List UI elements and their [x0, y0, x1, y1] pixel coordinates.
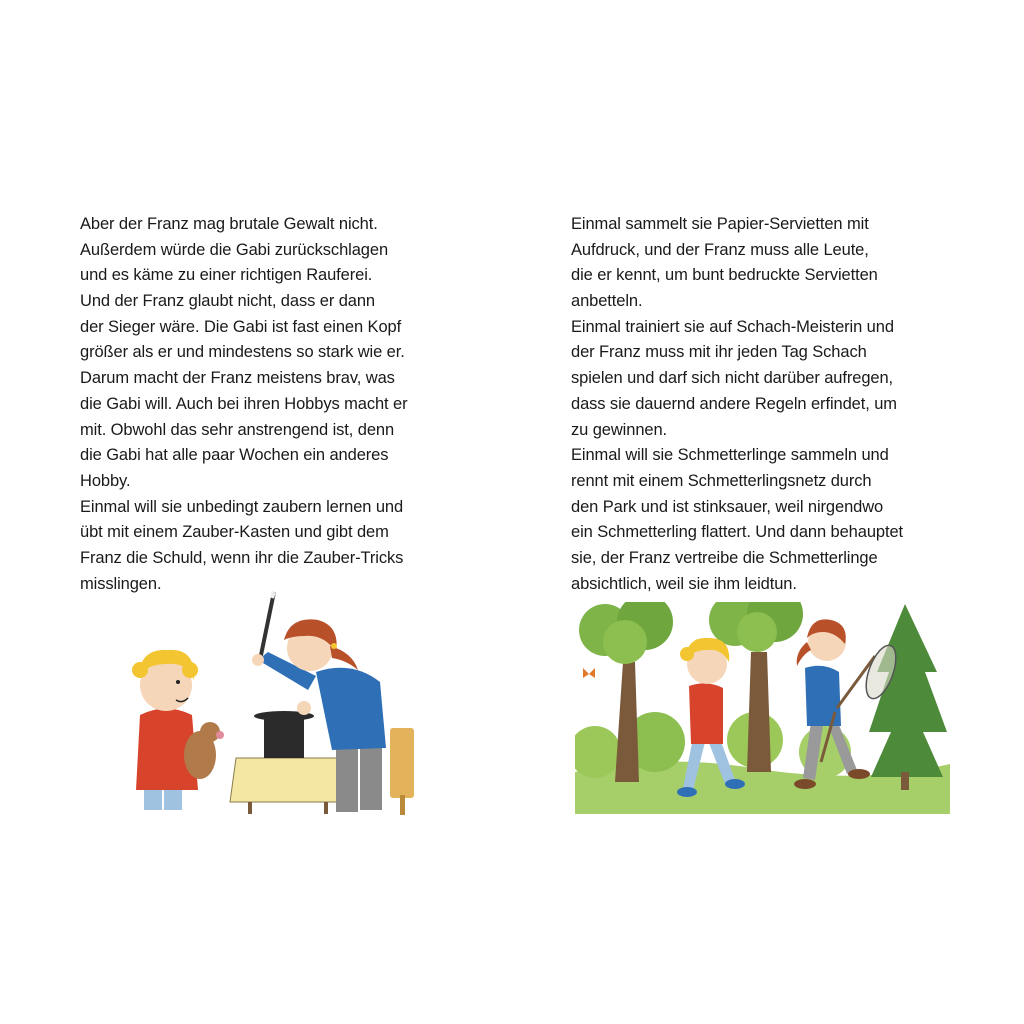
text-line: die er kennt, um bunt bedruckte Servietten — [571, 266, 878, 285]
text-line: ein Schmetterling flattert. Und dann behauptet — [571, 523, 904, 542]
text-line: anbetteln. — [571, 292, 643, 311]
text-line: Darum macht der Franz meistens brav, was — [80, 369, 395, 388]
text-line: mit. Obwohl das sehr anstrengend ist, denn — [80, 420, 395, 439]
text-line: die Gabi hat alle paar Wochen ein anderes — [80, 446, 389, 465]
text-line: Einmal trainiert sie auf Schach-Meisterin und — [571, 317, 894, 336]
text-line: Hobby. — [80, 471, 131, 490]
text-line: misslingen. — [80, 574, 162, 593]
butterfly — [583, 668, 595, 678]
chair — [390, 728, 414, 815]
text-line: Einmal will sie unbedingt zaubern lernen und — [80, 497, 404, 516]
text-line: und es käme zu einer richtigen Rauferei. — [80, 266, 373, 285]
tree-middle — [709, 602, 803, 772]
text-line: den Park und ist stinksauer, weil nirgendwo — [571, 497, 884, 516]
top-hat — [254, 711, 314, 758]
text-line: spielen und darf sich nicht darüber aufregen, — [571, 369, 894, 388]
text-line: Einmal sammelt sie Papier-Servietten mit — [571, 215, 869, 233]
text-line: die Gabi will. Auch bei ihren Hobbys macht er — [80, 394, 408, 413]
text-line: Einmal will sie Schmetterlinge sammeln und — [571, 446, 889, 465]
text-line: sie, der Franz vertreibe die Schmetterlinge — [571, 548, 878, 567]
butterfly-hunt-illustration — [575, 602, 950, 814]
table — [230, 758, 348, 814]
franz-figure — [132, 650, 198, 810]
text-line: dass sie dauernd andere Regeln erfindet, um — [571, 394, 897, 413]
text-line: Außerdem würde die Gabi zurückschlagen — [80, 240, 389, 259]
fir-tree — [869, 604, 947, 790]
text-line: Aber der Franz mag brutale Gewalt nicht. — [80, 215, 378, 233]
text-line: absichtlich, weil sie ihm leidtun. — [571, 574, 797, 593]
magic-trick-illustration — [118, 590, 428, 815]
text-line: zu gewinnen. — [571, 420, 668, 439]
text-line: rennt mit einem Schmetterlingsnetz durch — [571, 471, 872, 490]
text-line: Aufdruck, und der Franz muss alle Leute, — [571, 240, 869, 259]
text-line: größer als er und mindestens so stark wie er. — [80, 343, 405, 362]
text-line: der Sieger wäre. Die Gabi ist fast einen Kopf — [80, 317, 402, 336]
text-line: der Franz muss mit ihr jeden Tag Schach — [571, 343, 867, 362]
right-page-text — [571, 212, 971, 597]
right-page — [512, 0, 1024, 1024]
text-line: Und der Franz glaubt nicht, dass er dann — [80, 292, 376, 311]
text-line: Franz die Schuld, wenn ihr die Zauber-Tricks — [80, 548, 404, 567]
text-line: übt mit einem Zauber-Kasten und gibt dem — [80, 523, 389, 542]
left-page-text — [80, 212, 480, 597]
